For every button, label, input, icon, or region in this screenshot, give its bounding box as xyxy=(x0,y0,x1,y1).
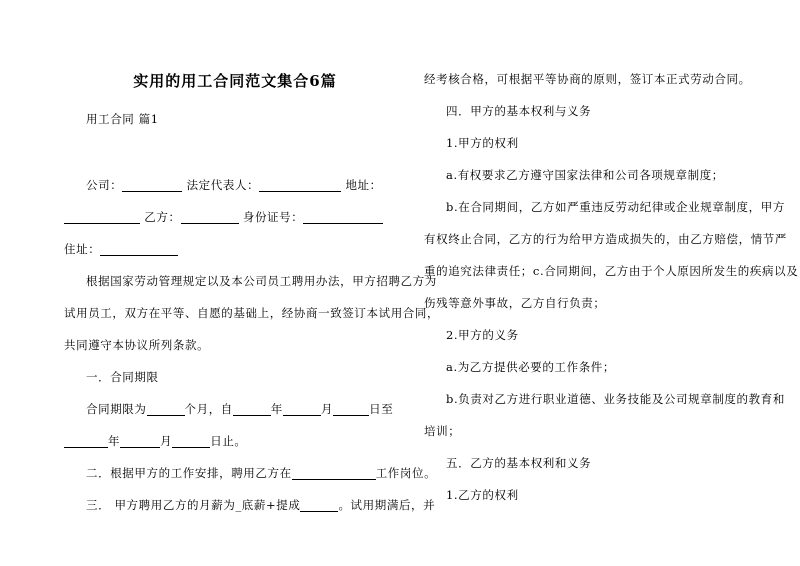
company-blank xyxy=(122,179,182,192)
right-line-8: 伤残等意外事故，乙方自行负责； xyxy=(424,296,606,310)
id-number-blank xyxy=(303,211,383,224)
right-line-4: a.有权要求乙方遵守国家法律和公司各项规章制度； xyxy=(446,168,724,182)
document-title: 实用的用工合同范文集合6篇 xyxy=(133,72,337,90)
intro-paragraph-line-3: 共同遵守本协议所列条款。 xyxy=(64,338,210,352)
term-text-1: 合同期限为 xyxy=(86,402,147,416)
position-blank xyxy=(292,467,376,480)
residence-label: 住址： xyxy=(64,242,101,256)
section-2-text-a: 二．根据甲方的工作安排，聘用乙方在 xyxy=(86,466,292,480)
term-text-5: 日至 xyxy=(369,402,394,416)
right-line-10: a.为乙方提供必要的工作条件； xyxy=(446,360,616,374)
end-day-blank xyxy=(172,435,210,448)
right-line-5: b.在合同期间，乙方如严重违反劳动纪律或企业规章制度，甲方 xyxy=(446,200,785,214)
term-text-8: 日止。 xyxy=(210,434,247,448)
section-3-text-b: 。试用期满后，并 xyxy=(338,498,436,512)
party-info-line-1 xyxy=(86,178,382,192)
right-line-1: 经考核合格，可根据平等协商的原则，签订本正式劳动合同。 xyxy=(424,72,751,86)
address-label: 地址： xyxy=(345,178,382,192)
party-a-rights-heading: 1.甲方的权利 xyxy=(446,136,519,150)
right-line-11: b.负责对乙方进行职业道德、业务技能及公司规章制度的教育和 xyxy=(446,392,785,406)
contract-term-line-1 xyxy=(86,402,393,416)
party-info-line-2 xyxy=(64,210,383,224)
section-3-text-a: 三． 甲方聘用乙方的月薪为_底薪+提成 xyxy=(86,498,301,512)
right-line-12: 培训； xyxy=(424,424,461,438)
section-2-text xyxy=(86,466,436,480)
start-month-blank xyxy=(283,403,321,416)
end-year-blank xyxy=(64,435,108,448)
party-info-line-3 xyxy=(64,242,178,256)
party-b-blank xyxy=(181,211,239,224)
legal-representative-blank xyxy=(259,179,341,192)
section-4-heading: 四．甲方的基本权利与义务 xyxy=(446,104,592,118)
salary-blank xyxy=(300,499,338,512)
id-number-label: 身份证号： xyxy=(242,210,304,224)
section-1-heading: 一．合同期限 xyxy=(86,370,159,384)
section-5-heading: 五．乙方的基本权利和义务 xyxy=(446,456,592,470)
address-blank xyxy=(64,211,140,224)
term-months-blank xyxy=(147,403,185,416)
residence-blank xyxy=(100,243,178,256)
term-text-2: 个月，自 xyxy=(184,402,233,416)
party-b-rights-heading: 1.乙方的权利 xyxy=(446,488,519,502)
intro-paragraph-line-1: 根据国家劳动管理规定以及本公司员工聘用办法，甲方招聘乙方为 xyxy=(86,274,437,288)
party-a-duties-heading: 2.甲方的义务 xyxy=(446,328,519,342)
section-3-text xyxy=(86,498,435,512)
term-text-4: 月 xyxy=(321,402,334,416)
term-text-3: 年 xyxy=(270,402,284,416)
term-text-7: 月 xyxy=(160,434,173,448)
intro-paragraph-line-2: 试用员工，双方在平等、自愿的基础上，经协商一致签订本试用合同， xyxy=(64,306,440,320)
contract-subtitle: 用工合同 篇1 xyxy=(86,112,159,126)
end-month-blank xyxy=(120,435,160,448)
legal-representative-label: 法定代表人： xyxy=(186,178,260,192)
contract-term-line-2 xyxy=(64,434,247,448)
right-line-6: 有权终止合同，乙方的行为给甲方造成损失的，由乙方赔偿，情节严 xyxy=(424,232,787,246)
term-text-6: 年 xyxy=(108,434,121,448)
section-2-text-b: 工作岗位。 xyxy=(375,466,437,480)
right-line-7: 重的追究法律责任；c.合同期间，乙方由于个人原因所发生的疾病以及 xyxy=(424,264,799,278)
start-day-blank xyxy=(333,403,369,416)
start-year-blank xyxy=(233,403,271,416)
company-label: 公司： xyxy=(86,178,123,192)
party-b-label: 乙方： xyxy=(144,210,181,224)
